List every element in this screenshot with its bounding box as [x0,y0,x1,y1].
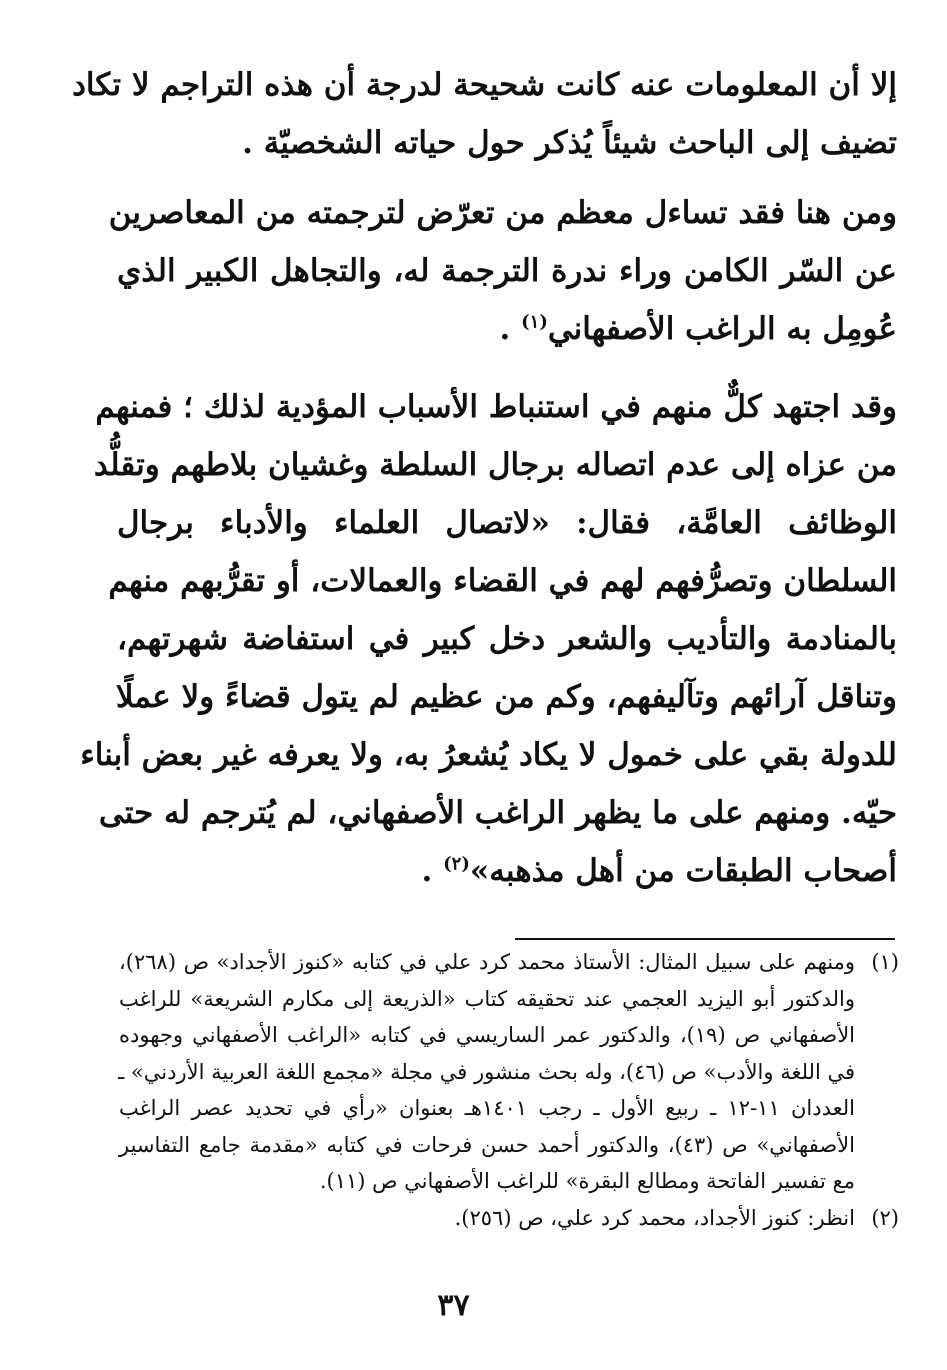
text-line: وتناقل آرائهم وتآليفهم، وكم من عظيم لم يتول قضاءً ولا عملًا [115,679,897,715]
text-line: للدولة بقي على خمول لا يكاد يُشعرُ به، ولا يعرفه غير بعض أبناء [80,737,897,773]
text-line: إلا أن المعلومات عنه كانت شحيحة لدرجة أن هذه التراجم لا تكاد [72,67,897,103]
footnote-line: في اللغة والأدب» ص (٤٦)، وله بحث منشور في مجلة «مجمع اللغة العربية الأردني» ـ [118,1059,855,1084]
text-line: ومن هنا فقد تساءل معظم من تعرّض لترجمته من المعاصرين [108,195,897,231]
text-line: وقد اجتهد كلٌّ منهم في استنباط الأسباب المؤدية لذلك ؛ فمنهم [95,389,897,425]
text-line: السلطان وتصرُّفهم لهم في القضاء والعمالات، أو تقرُّبهم منهم [108,563,897,599]
footnote-line: العددان ١١-١٢ ـ ربيع الأول ـ رجب ١٤٠١هـ بعنوان «رأي في تحديد عصر الراغب [119,1096,856,1120]
footnote-line: الأصفهاني ص (١٩)، والدكتور عمر الساريسي في كتابه «الراغب الأصفهاني وجهوده [119,1023,855,1047]
footnote-number: (٢) [871,1205,899,1230]
text-line [117,302,897,360]
footnote-line [119,946,899,983]
text-segment: . [499,311,522,347]
footnote-text: ومنهم على سبيل المثال: الأستاذ محمد كرد علي في كتابه «كنوز الأجداد» ص (٢٦٨)، [119,950,855,974]
footnote-ref-1[interactable]: (١) [521,311,548,333]
text-line: من عزاه إلى عدم اتصاله برجال السلطة وغشيان بلاطهم وتقلُّد [93,447,897,483]
footnote-line: الأصفهاني» ص (٤٣)، والدكتور أحمد حسن فرحات في كتابه «مقدمة جامع التفاسير [119,1132,855,1157]
text-line: الوظائف العامَّة، فقال: «لاتصال العلماء والأدباء برجال [117,505,897,541]
text-line: بالمنادمة والتأديب والشعر دخل كبير في استفاضة شهرتهم، [117,621,897,657]
footnote-text: انظر: كنوز الأجداد، محمد كرد علي، ص (٢٥٦). [454,1205,855,1230]
footnote-ref-2[interactable]: (٢) [443,853,470,875]
text-line: تضيف إلى الباحث شيئاً يُذكر حول حياته الشخصيّة . [242,125,897,161]
text-line: حيّه. ومنهم على ما يظهر الراغب الأصفهاني، لم يُترجم له حتى [98,795,897,831]
main-text [72,58,897,902]
footnote-line: والدكتور أبو اليزيد العجمي عند تحقيقه كتاب «الذريعة إلى مكارم الشريعة» للراغب [119,986,855,1011]
page-number: ٣٧ [437,1288,470,1323]
text-segment: عُومِل به الراغب الأصفهاني [547,311,897,347]
text-segment: أصحاب الطبقات من أهل مذهبه» [469,853,897,889]
text-line: عن السّر الكامن وراء ندرة الترجمة له، والتجاهل الكبير الذي [117,253,897,289]
text-segment: . [421,853,444,889]
footnote-number: (١) [871,950,899,974]
footnote-line [119,1202,899,1239]
footnotes [119,946,899,1238]
text-line [117,844,897,902]
footnote-line: مع تفسير الفاتحة ومطالع البقرة» للراغب الأصفهاني ص (١١). [319,1169,855,1193]
footnote-divider [515,938,895,940]
